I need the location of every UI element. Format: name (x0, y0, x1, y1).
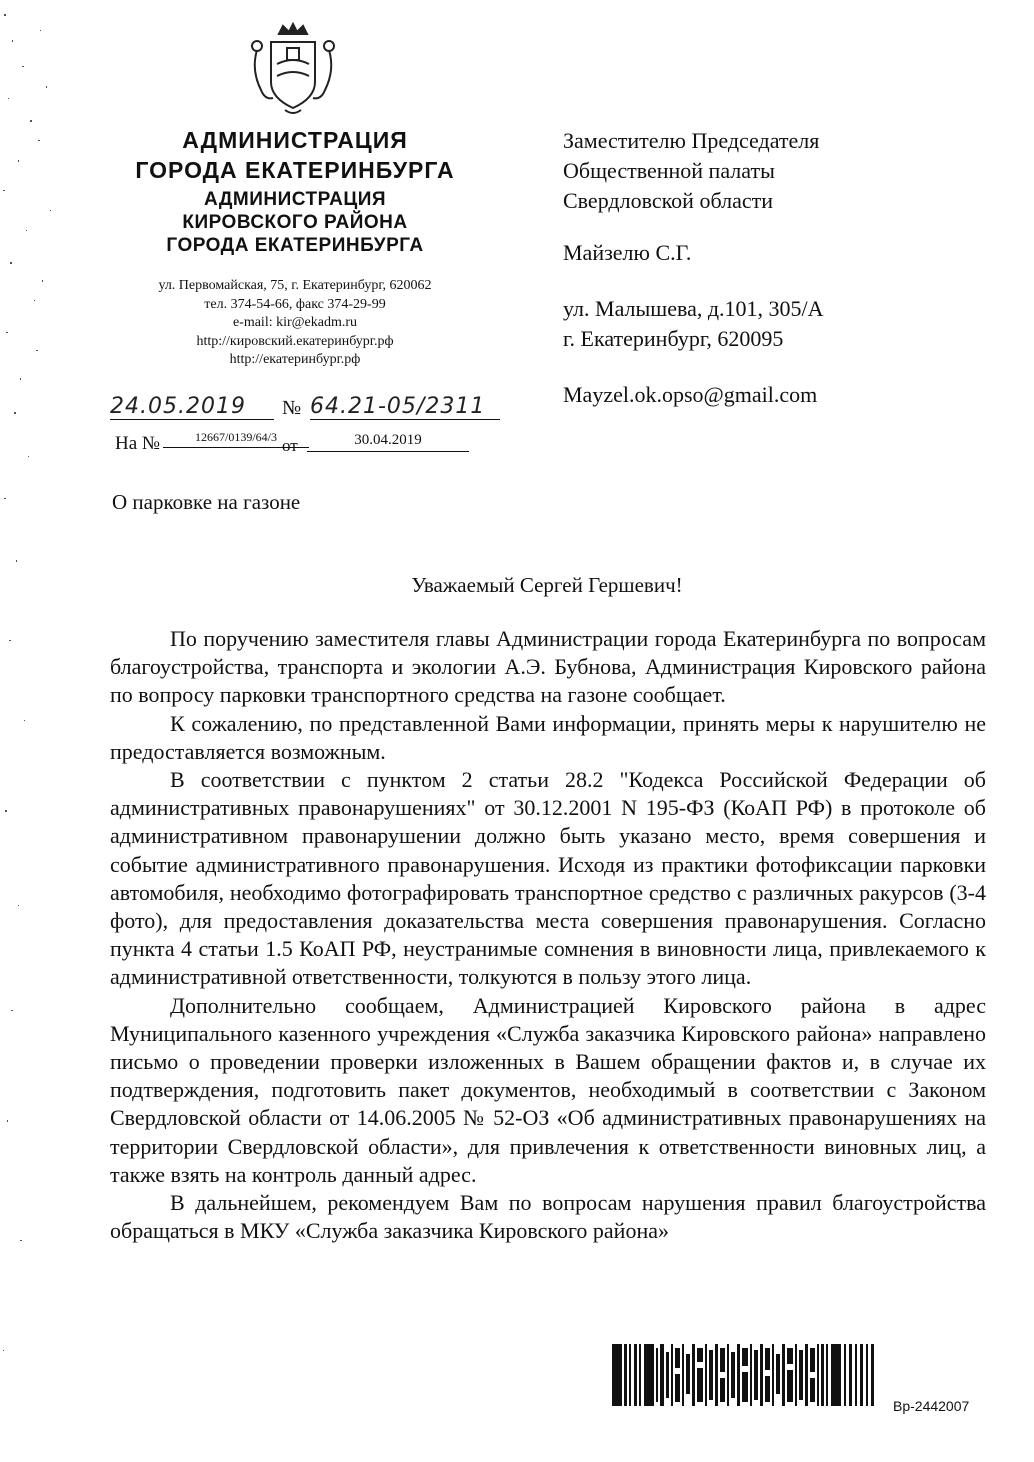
salutation: Уважаемый Сергей Гершевич! (411, 573, 683, 597)
paragraph: Дополнительно сообщаем, Администрацией Кировского района в адрес Муниципального казенного учреждения «Служба заказчика Кировского района» направлено письмо о проведении проверки изложенных в Вашем обращении фактов и, в случае их подтверждения, подготовить пакет документов, необходимый в соответствии с Законом Свердловской области от 14.06.2005 № 52-ОЗ «Об административных правонарушениях на территории Свердловской области», для привлечения к ответственности виновных лиц, а также взять на контроль данный адрес. (110, 992, 986, 1187)
recipient-title-1: Заместителю Председателя (563, 128, 820, 153)
organization-name (110, 125, 480, 185)
contacts-block (110, 277, 480, 370)
letter-subject: О парковке на газоне (112, 490, 301, 514)
letter-body (110, 625, 986, 1245)
org-line-1: АДМИНИСТРАЦИЯ (182, 127, 408, 153)
recipient-block (563, 126, 824, 410)
recipient-name: Майзелю С.Г. (563, 240, 692, 265)
recipient-email: Mayzel.ok.opso@gmail.com (563, 382, 818, 407)
org-address: ул. Первомайская, 75, г. Екатеринбург, 620062 (158, 278, 432, 293)
number-sign: № (282, 397, 302, 419)
recipient-address-1: ул. Малышева, д.101, 305/А (563, 296, 824, 321)
document-barcode (612, 1344, 882, 1406)
ref-label: На № (115, 433, 161, 454)
recipient-title-3: Свердловской области (563, 188, 773, 213)
dept-line-1: АДМИНИСТРАЦИЯ (203, 189, 387, 210)
barcode-code: Вр-2442007 (893, 1398, 970, 1414)
paragraph: В соответствии с пунктом 2 статьи 28.2 "Кодекса Российской Федерации об административных правонарушениях" от 30.12.2001 N 195-ФЗ (КоАП РФ) в протоколе об административном правонарушении должно быть указано место, время совершения и событие административного правонарушения. Исходя из практики фотофиксации парковки автомобиля, необходимо фотографировать транспортное средство с различных ракурсов (3-4 фото), для предоставления доказательства места совершения правонарушения. Согласно пункта 4 статьи 1.5 КоАП РФ, неустранимые сомнения в виновности лица, привлекаемого к административной ответственности, толкуются в пользу этого лица. (110, 767, 986, 990)
registration-date: 24.05.2019 (110, 394, 274, 420)
city-emblem (243, 20, 343, 120)
org-email: e-mail: kir@ekadm.ru (232, 315, 358, 330)
dept-line-2: КИРОВСКОГО РАЙОНА (182, 212, 408, 233)
scan-noise (0, 0, 60, 1462)
ref-number: 12667/0139/64/3 (163, 430, 309, 448)
paragraph: В дальнейшем, рекомендуем Вам по вопросам нарушения правил благоустройства обращаться в МКУ «Служба заказчика Кировского района» (110, 1190, 986, 1244)
department-name (110, 188, 480, 257)
ref-from-label: от (282, 436, 298, 455)
org-site-2: http://екатеринбург.рф (229, 352, 361, 367)
org-site-1: http://кировский.екатеринбург.рф (196, 333, 394, 349)
org-phone: тел. 374-54-66, факс 374-29-99 (204, 296, 386, 312)
registration-number: 64.21-05/2311 (310, 394, 500, 420)
ref-date: 30.04.2019 (307, 432, 469, 452)
recipient-title-2: Общественной палаты (563, 158, 775, 183)
paragraph: По поручению заместителя главы Администрации города Екатеринбурга по вопросам благоустройства, транспорта и экологии А.Э. Бубнова, Администрация Кировского района по вопросу парковки транспортного средства на газоне сообщает. (110, 626, 986, 708)
dept-line-3: ГОРОДА ЕКАТЕРИНБУРГА (166, 235, 424, 256)
org-line-2: ГОРОДА ЕКАТЕРИНБУРГА (135, 157, 455, 183)
recipient-address-2: г. Екатеринбург, 620095 (563, 326, 784, 351)
paragraph: К сожалению, по представленной Вами информации, принять меры к нарушителю не предоставляется возможным. (110, 710, 986, 764)
